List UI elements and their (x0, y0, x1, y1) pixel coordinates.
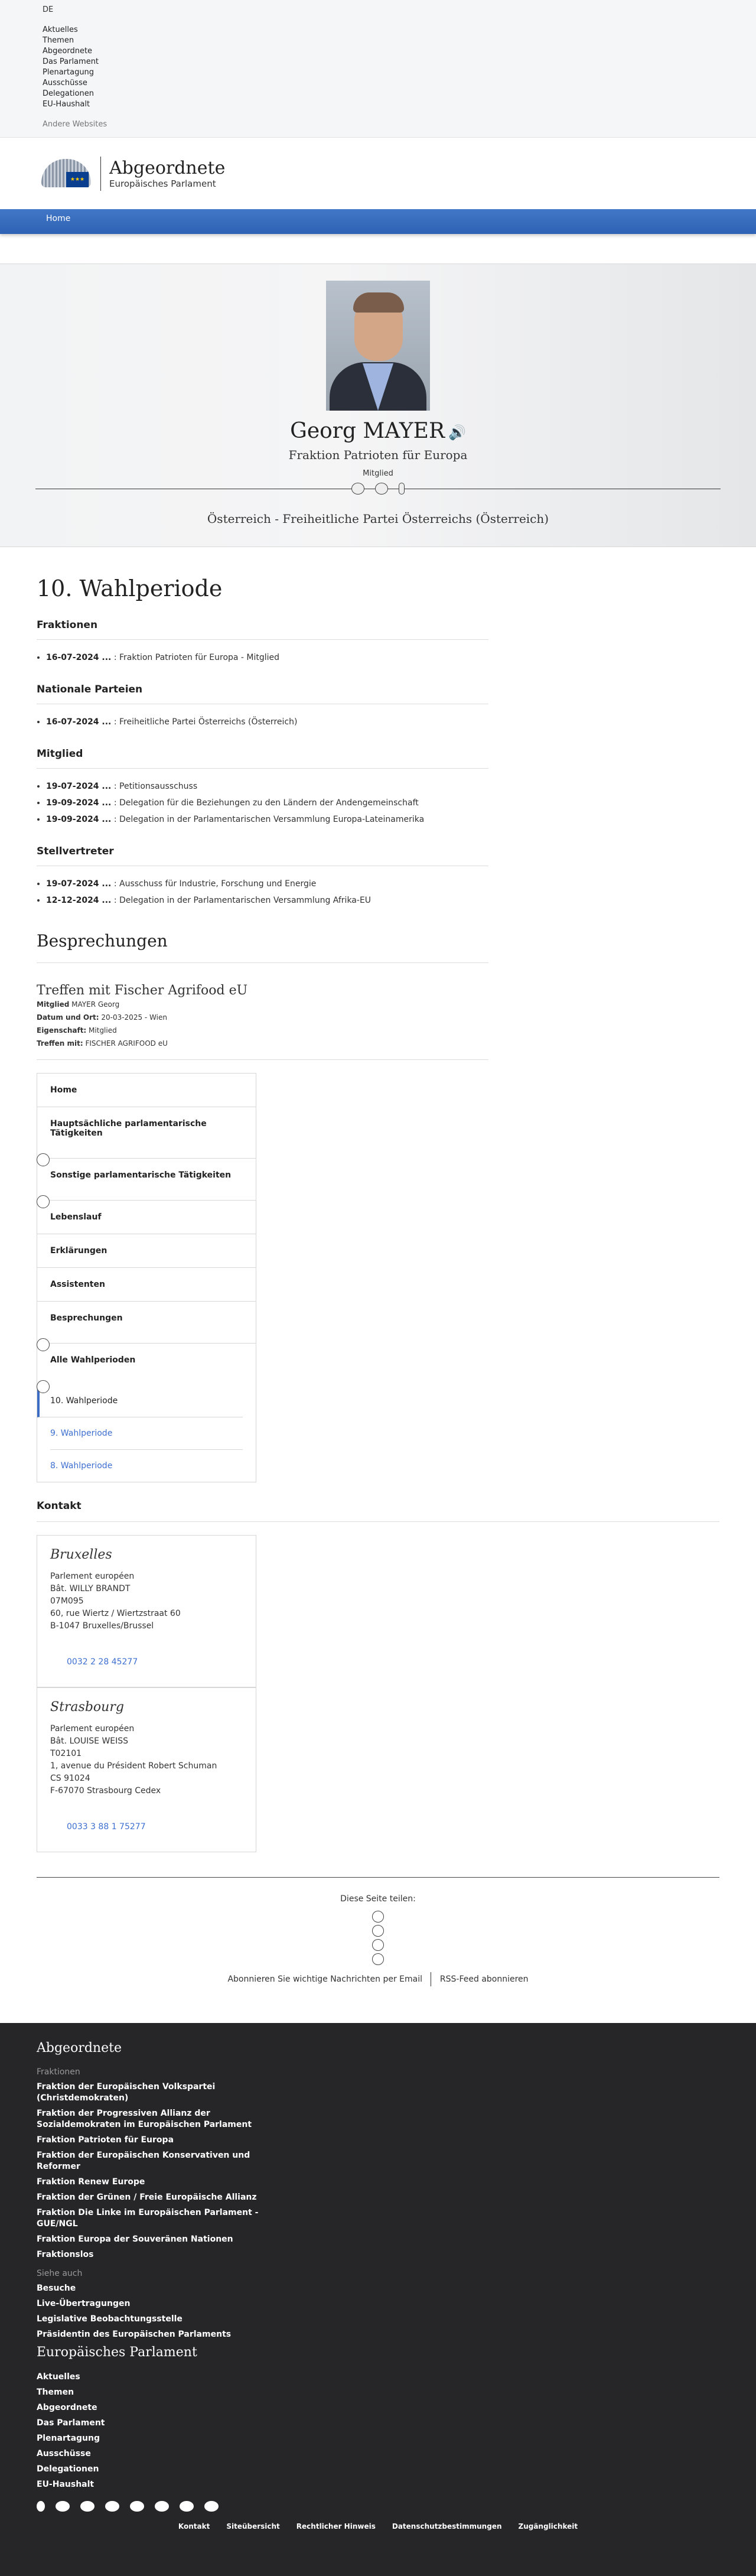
footer-link[interactable]: Fraktion der Europäischen Volkspartei (Christdemokraten) (37, 2082, 216, 2103)
footer-link[interactable]: Themen (37, 2388, 74, 2397)
footer-link[interactable]: Aktuelles (37, 2372, 80, 2382)
topnav-aktuelles[interactable]: Aktuelles (43, 25, 78, 34)
main-content (0, 575, 756, 1986)
terms-submenu (37, 1385, 256, 1482)
facebook-icon[interactable] (399, 483, 405, 495)
menu-other-activities[interactable]: Sonstige parlamentarische Tätigkeiten (37, 1159, 256, 1201)
menu-assistants[interactable]: Assistenten (37, 1268, 256, 1302)
list-item: • 19-07-2024 ... : Ausschuss für Industrie, Forschung und Energie (46, 876, 719, 892)
footer-sitemap-link[interactable]: Siteübersicht (226, 2522, 280, 2531)
header-divider (100, 157, 101, 191)
main-nav-bar (0, 209, 756, 234)
collapse-toggle-icon[interactable] (37, 1380, 50, 1393)
topnav-plenartagung[interactable]: Plenartagung (43, 68, 94, 77)
share-section (37, 1877, 719, 1986)
footer-title-abgeordnete: Abgeordnete (37, 2041, 122, 2055)
contact-title: Kontakt (37, 1500, 719, 1522)
email-icon[interactable] (351, 483, 364, 495)
share-email-icon[interactable] (372, 1953, 384, 1965)
list-item: • 16-07-2024 ... : Fraktion Patrioten für Europa - Mitglied (46, 649, 719, 666)
footer-title-ep: Europäisches Parlament (37, 2345, 197, 2360)
footer-link[interactable]: Abgeordnete (37, 2403, 97, 2412)
topnav-delegationen[interactable]: Delegationen (43, 89, 94, 98)
meeting-title: Treffen mit Fischer Agrifood eU (37, 983, 248, 998)
footer-link[interactable]: Fraktion Die Linke im Europäischen Parlament - GUE/NGL (37, 2208, 259, 2229)
contact-city: Strasbourg (50, 1700, 124, 1715)
topnav-ausschuesse[interactable]: Ausschüsse (43, 79, 87, 87)
share-label: Diese Seite teilen: (340, 1894, 416, 1904)
mep-profile-hero (0, 264, 756, 547)
eu-flag-icon: ★★★ (66, 172, 89, 187)
contact-card-brussels: Bruxelles Parlement européen Bât. WILLY BRANDT 07M095 60, rue Wiertz / Wiertzstraat 60 B-1047 Bruxelles/Brussel 0032 2 28 45277 (37, 1535, 256, 1687)
footer-link[interactable]: Fraktion Renew Europe (37, 2177, 145, 2187)
top-utility-bar (0, 0, 756, 137)
footer-link[interactable]: Fraktion Patrioten für Europa (37, 2135, 174, 2145)
footer-link[interactable]: Fraktionslos (37, 2250, 94, 2259)
email-subscribe-link[interactable]: Abonnieren Sie wichtige Nachrichten per Email (227, 1975, 423, 1984)
footer-link[interactable]: Plenartagung (37, 2434, 100, 2443)
flickr-icon[interactable] (80, 2501, 94, 2512)
site-footer: Abgeordnete Fraktionen Fraktion der Europäischen Volkspartei (Christdemokraten) Fraktion der Progressiven Allianz der Sozialdemokraten im Europäischen Parlament Fraktion Patrioten für Europa Fraktion der Europäischen Konservativen und Reformer Fraktion Renew Europe Fraktion der Grünen / Freie Europäische Allianz Fraktion Die Linke im Europäischen Parlament - GUE/NGL Fraktion Europa der Souveränen Nationen Fraktionslos Siehe auch Besuche Live-Übertragungen Legislative Beobachtungsstelle Präsidentin des Europäischen Parlaments Europäisches Parlament Aktuelles Themen Abgeordnete Das Parlament Plenartagung Ausschüsse Delegationen EU-Haushalt Kontakt Siteübersicht Rechtlicher Hinweis Datenschutzbestimmungen Zugänglichkeit (0, 2023, 756, 2576)
phone-link[interactable]: 0033 3 88 1 75277 (67, 1822, 146, 1832)
mep-country-party: Österreich - Freiheitliche Partei Österreichs (Österreich) (207, 512, 549, 526)
list-item: • 19-07-2024 ... : Petitionsausschuss (46, 778, 719, 795)
section-mitglied: Mitglied • 19-07-2024 ... : Petitionsausschuss • 19-09-2024 ... : Delegation für die Beziehungen zu den Ländern der Andengemeinschaft • 19-09-2024 ... : Delegation in der Parlamentarischen Versammlung Europa-Lateinamerika (37, 748, 719, 828)
list-item: • 19-09-2024 ... : Delegation für die Beziehungen zu den Ländern der Andengemeinschaft (46, 795, 719, 811)
menu-cv[interactable]: Lebenslauf (37, 1201, 256, 1234)
snapchat-icon[interactable] (204, 2501, 219, 2512)
ep-logo[interactable] (41, 157, 91, 191)
youtube-icon[interactable] (130, 2501, 144, 2512)
footer-link[interactable]: Das Parlament (37, 2418, 105, 2428)
footer-accessibility-link[interactable]: Zugänglichkeit (518, 2522, 578, 2531)
footer-see-also-links (37, 2283, 719, 2340)
menu-main-activities[interactable]: Hauptsächliche parlamentarische Tätigkeiten (37, 1107, 256, 1159)
website-icon[interactable] (375, 483, 388, 495)
menu-meetings[interactable]: Besprechungen (37, 1302, 256, 1344)
footer-link[interactable]: Fraktion der Progressiven Allianz der Sozialdemokraten im Europäischen Parlament (37, 2109, 252, 2129)
list-item: • 12-12-2024 ... : Delegation in der Parlamentarischen Versammlung Afrika-EU (46, 892, 719, 909)
twitter-icon[interactable] (56, 2501, 70, 2512)
other-websites-link[interactable]: Andere Websites (43, 120, 107, 129)
term-title: 10. Wahlperiode (37, 575, 223, 601)
site-header (0, 137, 756, 209)
topnav-haushalt[interactable]: EU-Haushalt (43, 100, 90, 109)
mep-role: Mitglied (363, 469, 393, 478)
footer-link[interactable]: Präsidentin des Europäischen Parlaments (37, 2330, 232, 2339)
footer-link[interactable]: Fraktion der Grünen / Freie Europäische Allianz (37, 2193, 257, 2202)
contact-card-strasbourg: Strasbourg Parlement européen Bât. LOUISE WEISS T02101 1, avenue du Président Robert Schuman CS 91024 F-67070 Strasbourg Cedex 0033 3 88 1 75277 (37, 1687, 256, 1852)
footer-social-icons (37, 2501, 719, 2512)
footer-link[interactable]: Fraktion Europa der Souveränen Nationen (37, 2235, 233, 2244)
linkedin-icon[interactable] (105, 2501, 119, 2512)
share-facebook-icon[interactable] (372, 1911, 384, 1923)
footer-contact-link[interactable]: Kontakt (178, 2522, 210, 2531)
mep-section-menu (37, 1073, 256, 1482)
menu-home[interactable]: Home (37, 1074, 256, 1107)
list-item: • 19-09-2024 ... : Delegation in der Parlamentarischen Versammlung Europa-Lateinamerika (46, 811, 719, 828)
mep-photo (326, 281, 430, 411)
topnav-parlament[interactable]: Das Parlament (43, 57, 99, 66)
footer-legal-link[interactable]: Rechtlicher Hinweis (296, 2522, 376, 2531)
footer-link[interactable]: Ausschüsse (37, 2449, 91, 2458)
share-linkedin-icon[interactable] (372, 1939, 384, 1951)
footer-privacy-link[interactable]: Datenschutzbestimmungen (392, 2522, 502, 2531)
term-9-link[interactable]: 9. Wahlperiode (50, 1417, 243, 1450)
topnav-abgeordnete[interactable]: Abgeordnete (43, 47, 93, 56)
meeting-item: Treffen mit Fischer Agrifood eU Mitglied MAYER Georg Datum und Ort: 20-03-2025 - Wien Eigenschaft: Mitglied Treffen mit: FISCHER AGRIFOOD eU (37, 983, 719, 1060)
section-fraktionen: Fraktionen • 16-07-2024 ... : Fraktion Patrioten für Europa - Mitglied (37, 619, 719, 666)
contact-cards (37, 1535, 719, 1852)
facebook-icon[interactable] (37, 2501, 45, 2512)
mep-group: Fraktion Patrioten für Europa (288, 448, 468, 462)
footer-link[interactable]: Delegationen (37, 2464, 99, 2474)
speaker-icon[interactable]: 🔊 (448, 424, 466, 441)
list-item: • 16-07-2024 ... : Freiheitliche Partei Österreichs (Österreich) (46, 714, 719, 730)
footer-bottom-links (37, 2522, 719, 2531)
section-stellvertreter: Stellvertreter • 19-07-2024 ... : Ausschuss für Industrie, Forschung und Energie • 12-12-2024 ... : Delegation in der Parlamentarischen Versammlung Afrika-EU (37, 845, 719, 909)
menu-declarations[interactable]: Erklärungen (37, 1234, 256, 1268)
pinterest-icon[interactable] (180, 2501, 194, 2512)
footer-link[interactable]: Besuche (37, 2284, 76, 2293)
term-10-link[interactable]: 10. Wahlperiode (37, 1385, 243, 1417)
footer-ep-links (37, 2372, 719, 2490)
topnav-themen[interactable]: Themen (43, 36, 74, 45)
site-title[interactable]: Abgeordnete (109, 157, 226, 178)
term-8-link[interactable]: 8. Wahlperiode (50, 1461, 113, 1471)
footer-link[interactable]: Fraktion der Europäischen Konservativen und Reformer (37, 2151, 250, 2171)
footer-link[interactable]: EU-Haushalt (37, 2480, 94, 2489)
section-nationale-parteien: Nationale Parteien • 16-07-2024 ... : Freiheitliche Partei Österreichs (Österreich) (37, 684, 719, 730)
footer-link[interactable]: Legislative Beobachtungsstelle (37, 2314, 183, 2324)
instagram-icon[interactable] (155, 2501, 169, 2512)
nav-home[interactable]: Home (46, 214, 71, 223)
share-twitter-icon[interactable] (372, 1925, 384, 1937)
rss-subscribe-link[interactable]: RSS-Feed abonnieren (439, 1975, 529, 1984)
menu-all-terms[interactable]: Alle Wahlperioden (37, 1344, 256, 1385)
footer-link[interactable]: Live-Übertragungen (37, 2299, 131, 2308)
phone-link[interactable]: 0032 2 28 45277 (67, 1657, 138, 1667)
footer-groups-links (37, 2081, 719, 2260)
contact-city: Bruxelles (50, 1547, 112, 1562)
meetings-title: Besprechungen (37, 931, 488, 963)
mep-name: Georg MAYER 🔊 (290, 419, 466, 443)
language-selector[interactable]: DE (43, 5, 54, 14)
site-subtitle: Europäisches Parlament (109, 178, 216, 189)
